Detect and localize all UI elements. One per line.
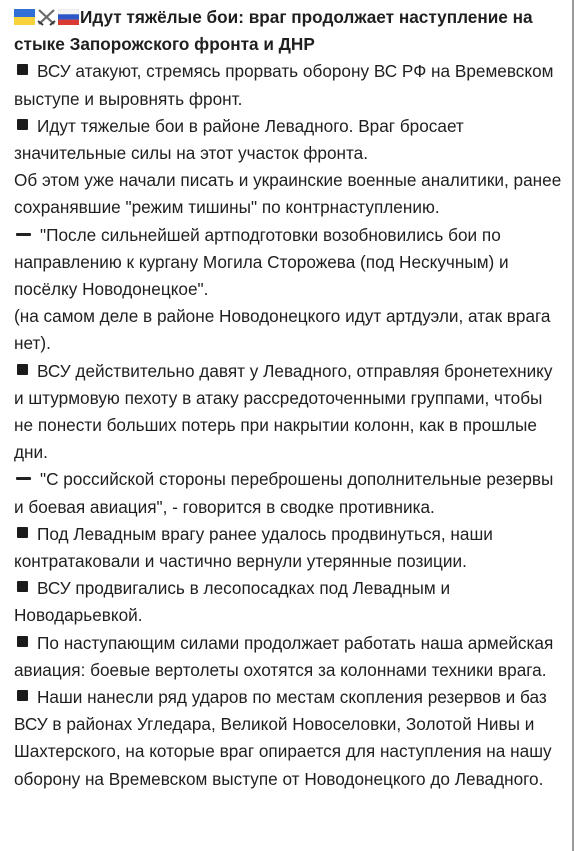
paragraph-6-text: ВСУ действительно давят у Левадного, отправляя бронетехнику и штурмовую пехоту в атаку рассредоточенными группами, чтобы не понести больших потерь при накрытии колонн, как в прошлые дни. [14, 360, 553, 463]
paragraph-1-text: ВСУ атакуют, стремясь прорвать оборону ВС РФ на Времевском выступе и выровнять фронт. [14, 61, 554, 109]
paragraph-8-text: Под Левадным врагу ранее удалось продвинуться, наши контратаковали и частично вернули утерянные позиции. [14, 523, 493, 572]
paragraph-10-text: По наступающим силами продолжает работать наша армейская авиация: боевые вертолеты охотятся за колоннами техники врага. [14, 632, 554, 680]
black-square-icon [17, 364, 28, 375]
black-square-icon [17, 64, 28, 75]
paragraph-8 [14, 521, 564, 575]
black-square-icon [17, 636, 28, 647]
paragraph-4 [14, 222, 564, 304]
paragraph-1 [14, 58, 564, 112]
paragraph-3 [14, 167, 564, 221]
post-title-paragraph [14, 4, 564, 58]
black-square-icon [17, 119, 28, 130]
paragraph-5 [14, 303, 564, 357]
paragraph-11 [14, 684, 564, 793]
black-square-icon [17, 690, 28, 701]
paragraph-2 [14, 113, 564, 167]
post-title: Идут тяжёлые бои: враг продолжает наступление на стыке Запорожского фронта и ДНР [14, 7, 533, 55]
paragraph-5-text: (на самом деле в районе Новодонецкого идут артдуэли, атак врага нет). [14, 306, 551, 354]
paragraph-3-text: Об этом уже начали писать и украинские военные аналитики, ранее сохранявшие "режим тишины" по контрнаступлению. [14, 170, 562, 218]
paragraph-9-text: ВСУ продвигались в лесопосадках под Левадным и Новодарьевкой. [14, 578, 451, 626]
ukraine-flag-icon [14, 9, 35, 25]
paragraph-7 [14, 466, 564, 520]
heavy-dash-icon [16, 477, 31, 480]
paragraph-7-text: "С российской стороны переброшены дополнительные резервы и боевая авиация", - говорится в сводке противника. [14, 469, 554, 517]
paragraph-6 [14, 358, 564, 467]
crossed-swords-icon [36, 8, 57, 26]
paragraph-4-text: "После сильнейшей артподготовки возобновились бои по направлению к кургану Могила Сторожева (под Нескучным) и посёлку Новодонецкое". [14, 224, 509, 300]
black-square-icon [17, 581, 28, 592]
paragraph-9 [14, 575, 564, 629]
heavy-dash-icon [16, 233, 31, 236]
paragraph-2-text: Идут тяжелые бои в районе Левадного. Враг бросает значительные силы на этот участок фронта. [14, 115, 464, 164]
black-square-icon [17, 527, 28, 538]
paragraph-11-text: Наши нанесли ряд ударов по местам скопления резервов и баз ВСУ в районах Угледара, Великой Новоселовки, Золотой Нивы и Шахтерского, на которые враг опирается для наступления на нашу оборону на Времевском выступе от Новодонецкого до Левадного. [14, 687, 552, 789]
russia-flag-icon [58, 9, 79, 25]
paragraph-10 [14, 630, 564, 684]
